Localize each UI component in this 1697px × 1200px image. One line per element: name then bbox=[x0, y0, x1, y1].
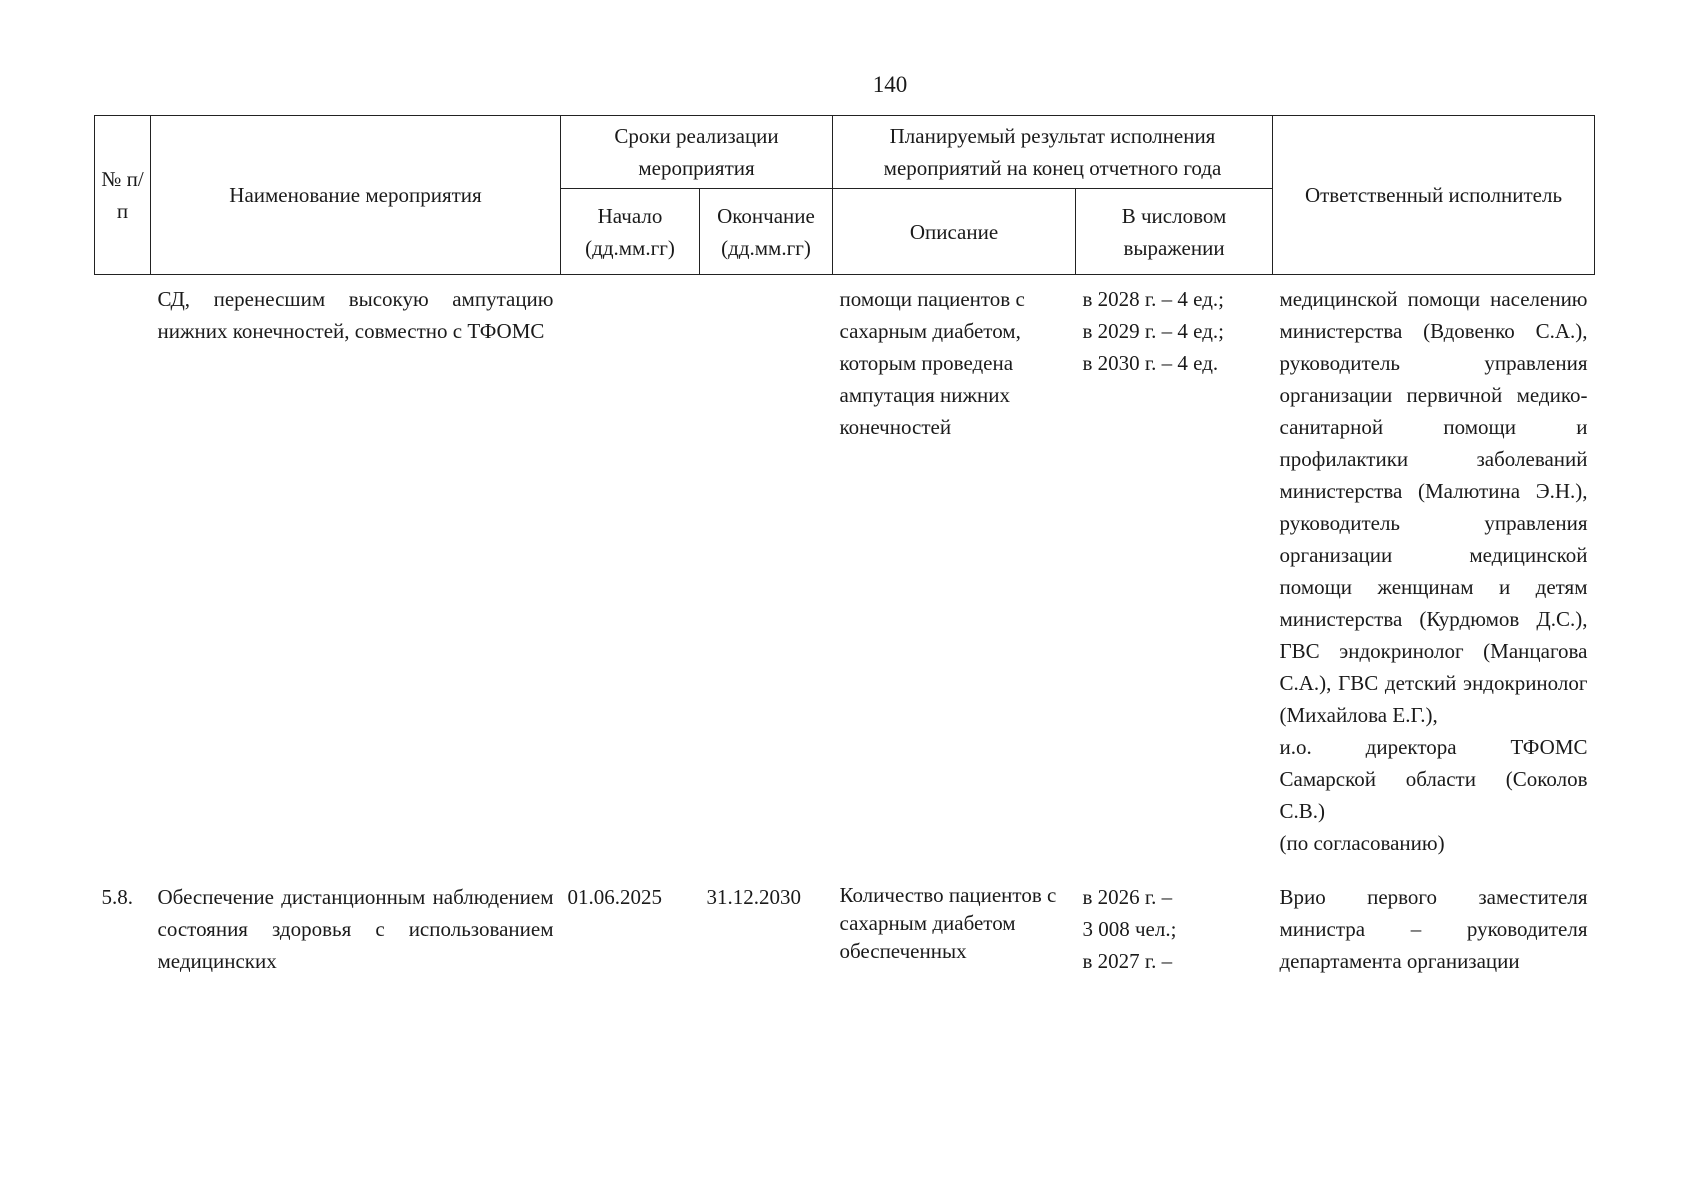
row-num: 5.8. bbox=[101, 885, 133, 909]
header-numeric: В числовом выражении bbox=[1076, 189, 1273, 275]
row-responsible: Врио первого заместителя министра – руководителя департамента организации bbox=[1279, 885, 1588, 973]
table-row bbox=[95, 873, 1595, 977]
header-start: Начало (дд.мм.гг) bbox=[561, 189, 700, 275]
row-numeric bbox=[1076, 275, 1273, 860]
row-description: помощи пациентов с сахарным диабетом, которым проведена ампутация нижних конечностей bbox=[839, 287, 1025, 439]
header-end: Окончание (дд.мм.гг) bbox=[700, 189, 833, 275]
header-name: Наименование мероприятия bbox=[151, 116, 561, 275]
row-name: СД, перенесшим высокую ампутацию нижних конечностей, совместно с ТФОМС bbox=[157, 287, 554, 343]
page-number: 140 bbox=[872, 72, 908, 97]
row-start bbox=[561, 275, 700, 860]
row-responsible bbox=[1273, 275, 1595, 860]
row-end bbox=[700, 275, 833, 860]
numeric-line: в 2030 г. – 4 ед. bbox=[1082, 351, 1219, 375]
row-start: 01.06.2025 bbox=[567, 885, 662, 909]
measures-table bbox=[94, 115, 1595, 977]
header-result: Планируемый результат исполнения мероприятий на конец отчетного года bbox=[833, 116, 1273, 189]
responsible-note: (по согласованию) bbox=[1279, 831, 1445, 855]
responsible-text: и.о. директора ТФОМС Самарской области (Соколов С.В.) bbox=[1279, 735, 1588, 823]
table-row bbox=[95, 275, 1595, 860]
row-description: Количество пациентов с сахарным диабетом обеспеченных bbox=[839, 883, 1057, 963]
numeric-line: 3 008 чел.; bbox=[1082, 917, 1177, 941]
row-numeric bbox=[1076, 873, 1273, 977]
numeric-line: в 2027 г. – bbox=[1082, 949, 1173, 973]
responsible-text: медицинской помощи населению министерства (Вдовенко С.А.), руководитель управления организации первичной медико-санитарной помощи и профилактики заболеваний министерства (Малютина Э.Н.), руководитель управления организации медицинской помощи женщинам и детям министерства (Курдюмов Д.С.), ГВС эндокринолог (Манцагова С.А.), ГВС детский эндокринолог (Михайлова Е.Г.), bbox=[1279, 287, 1588, 727]
header-terms: Сроки реализации мероприятия bbox=[561, 116, 833, 189]
header-num: № п/п bbox=[95, 116, 151, 275]
header-description: Описание bbox=[833, 189, 1076, 275]
header-responsible: Ответственный исполнитель bbox=[1273, 116, 1595, 275]
row-end: 31.12.2030 bbox=[706, 885, 801, 909]
numeric-line: в 2029 г. – 4 ед.; bbox=[1082, 319, 1224, 343]
numeric-line: в 2028 г. – 4 ед.; bbox=[1082, 287, 1224, 311]
row-name: Обеспечение дистанционным наблюдением состояния здоровья с использованием медицинских bbox=[157, 885, 554, 973]
row-num bbox=[95, 275, 151, 860]
numeric-line: в 2026 г. – bbox=[1082, 885, 1173, 909]
